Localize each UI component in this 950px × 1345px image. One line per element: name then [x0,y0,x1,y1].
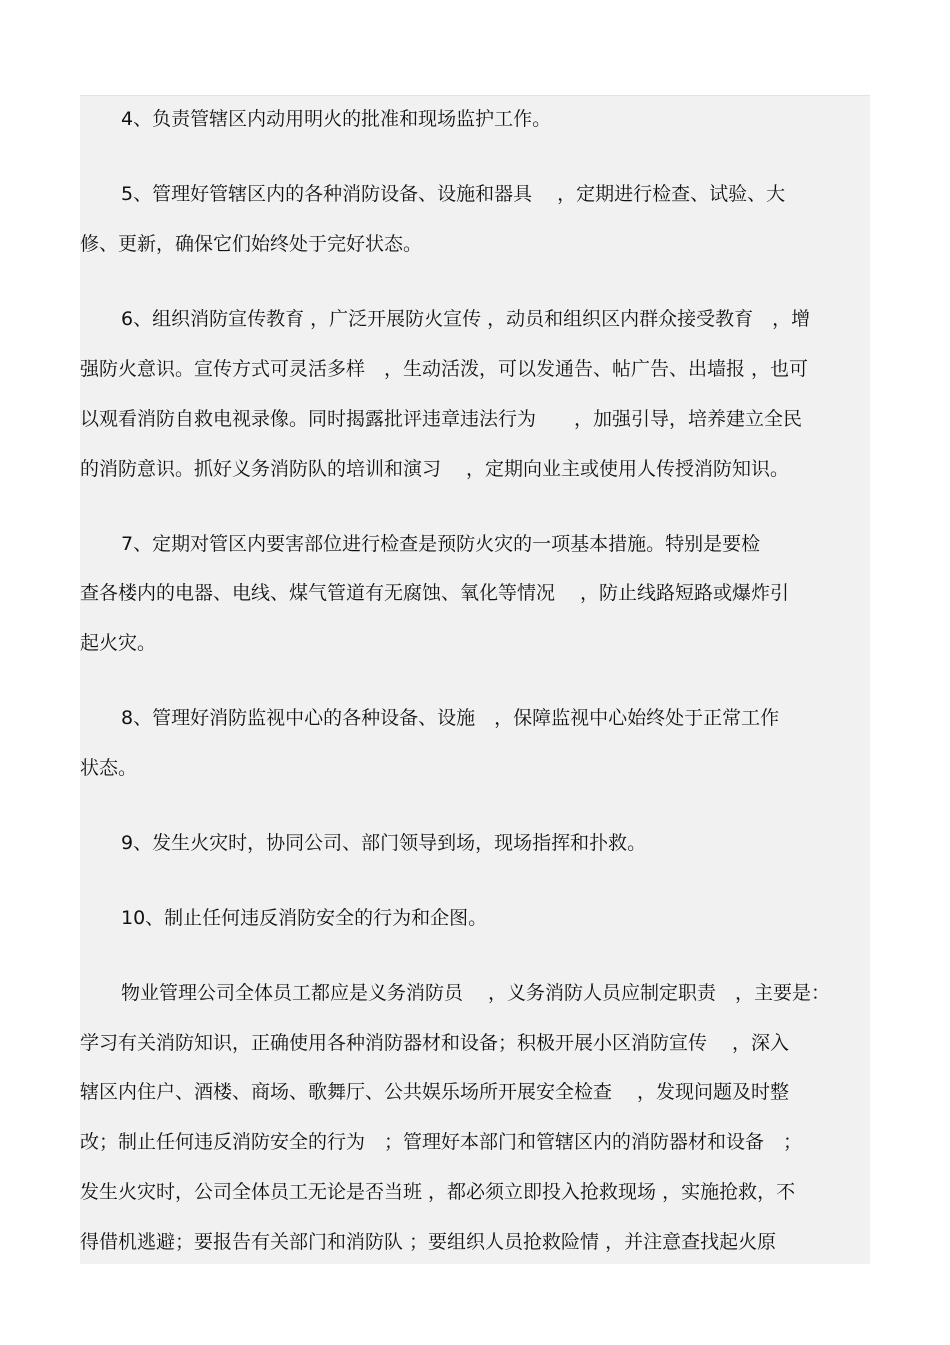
paragraph-duties-line-3: 辖区内住户、酒楼、商场、歌舞厅、公共娱乐场所开展安全检查 ，发现问题及时整 [80,1081,790,1103]
paragraph-duties-line-4: 改；制止任何违反消防安全的行为 ；管理好本部门和管辖区内的消防器材和设备 ； [80,1131,803,1153]
document-page [80,95,870,1264]
paragraph-6-line-1: 6、组织消防宣传教育 ，广泛开展防火宣传 ，动员和组织区内群众接受教育 ，增 [121,308,811,330]
paragraph-7-line-3: 起火灾。 [80,632,157,654]
paragraph-8-line-2: 状态。 [80,757,138,779]
paragraph-6-line-2: 强防火意识。宣传方式可灵活多样 ，生动活泼，可以发通告、帖广告、出墙报 ，也可 [80,358,809,380]
paragraph-6-line-4: 的消防意识。抓好义务消防队的培训和演习 ，定期向业主或使用人传授消防知识。 [80,458,790,480]
paragraph-duties-line-2: 学习有关消防知识，正确使用各种消防器材和设备；积极开展小区消防宣传 ，深入 [80,1032,790,1054]
paragraph-duties-line-6: 得借机逃避；要报告有关部门和消防队 ；要组织人员抢救险情 ，并注意查找起火原 [80,1231,777,1253]
paragraph-7-line-1: 7、定期对管区内要害部位进行检查是预防火灾的一项基本措施。特别是要检 [121,533,761,555]
paragraph-8-line-1: 8、管理好消防监视中心的各种设备、设施 ，保障监视中心始终处于正常工作 [121,707,780,729]
paragraph-6-line-3: 以观看消防自救电视录像。同时揭露批评违章违法行为 ，加强引导，培养建立全民 [80,408,803,430]
paragraph-4-line-1: 4、负责管辖区内动用明火的批准和现场监护工作。 [121,108,552,130]
paragraph-10-line-1: 10、制止任何违反消防安全的行为和企图。 [121,907,488,929]
paragraph-duties-line-1: 物业管理公司全体员工都应是义务消防员 ，义务消防人员应制定职责 ，主要是： [121,982,831,1004]
paragraph-5-line-2: 修、更新，确保它们始终处于完好状态。 [80,233,423,255]
paragraph-5-line-1: 5、管理好管辖区内的各种消防设备、设施和器具 ，定期进行检查、试验、大 [121,183,786,205]
paragraph-duties-line-5: 发生火灾时，公司全体员工无论是否当班 ，都必须立即投入抢救现场 ，实施抢救，不 [80,1181,796,1203]
paragraph-9-line-1: 9、发生火灾时，协同公司、部门领导到场，现场指挥和扑救。 [121,832,647,854]
paragraph-7-line-2: 查各楼内的电器、电线、煤气管道有无腐蚀、氧化等情况 ，防止线路短路或爆炸引 [80,582,790,604]
